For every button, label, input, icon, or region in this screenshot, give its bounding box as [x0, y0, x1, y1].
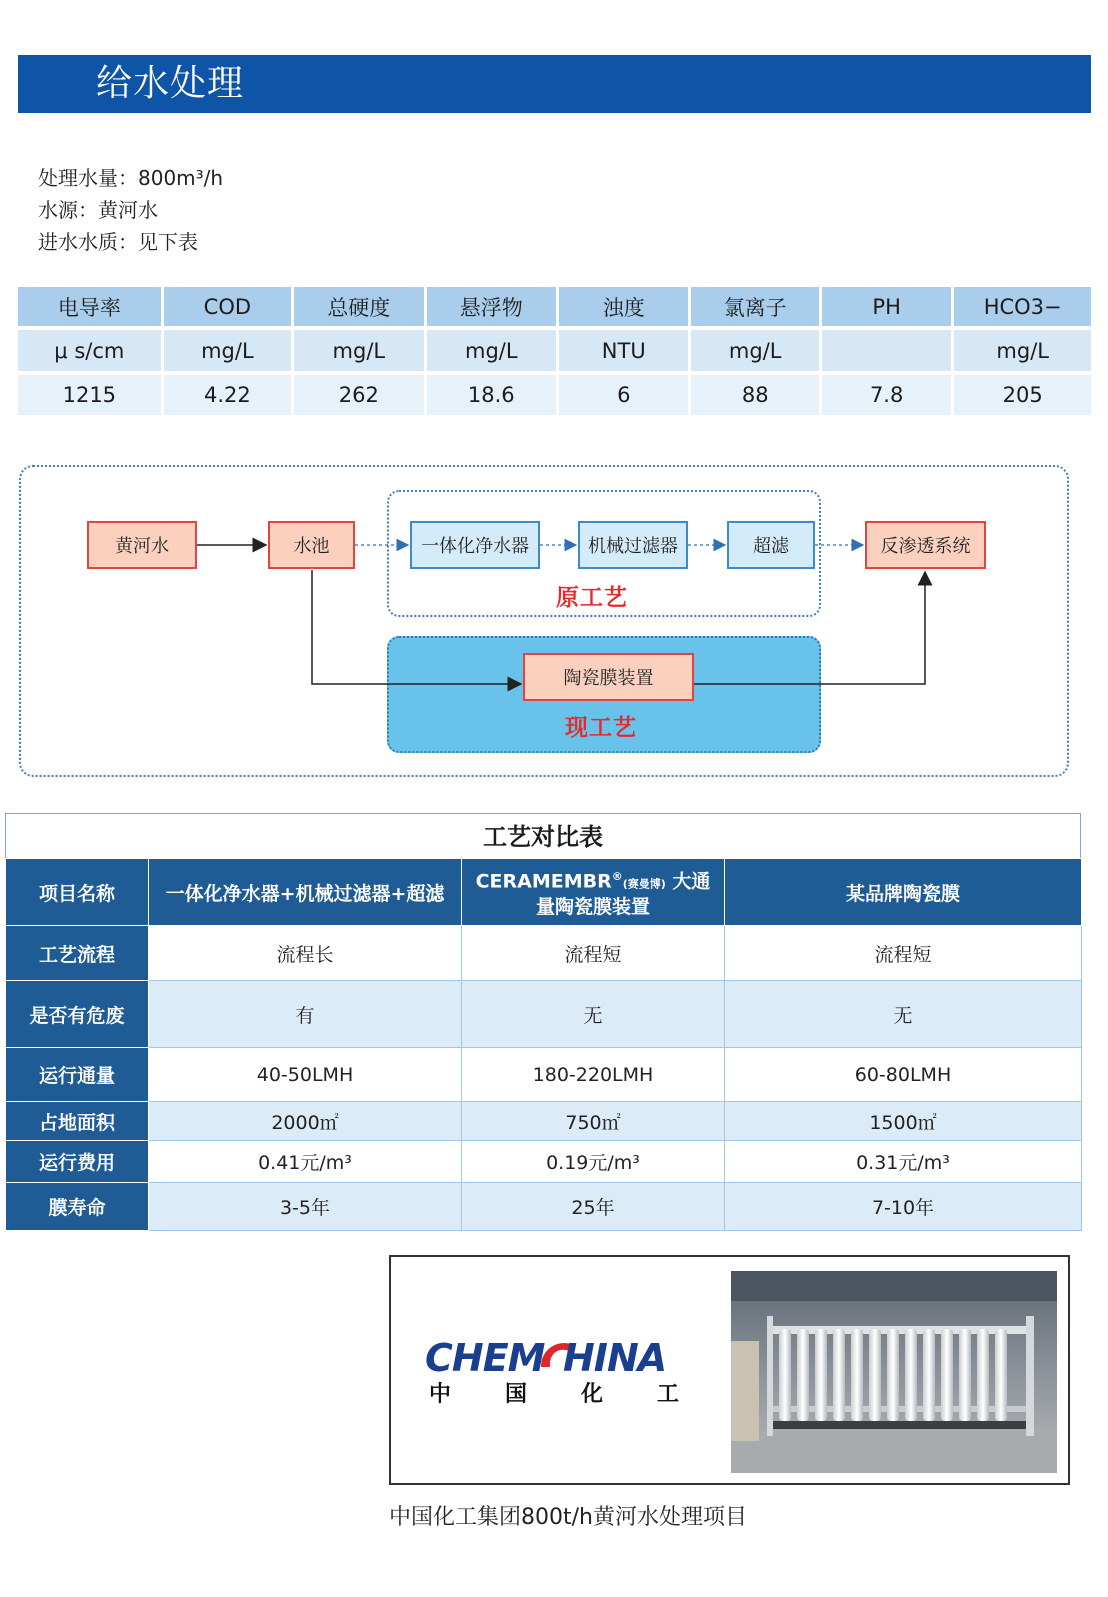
info-source: 水源：黄河水 — [38, 198, 158, 222]
cell: 25年 — [462, 1183, 725, 1231]
row-label: 工艺流程 — [6, 926, 149, 981]
wq-header: COD — [161, 287, 291, 330]
label-current-process: 现工艺 — [565, 715, 637, 741]
ceramembr-rest1: 大通 — [672, 870, 711, 893]
node-yellow-river: 黄河水 — [87, 521, 197, 569]
logo-char: 工 — [656, 1382, 679, 1407]
wq-value: 262 — [291, 375, 423, 415]
header-ceramembr — [462, 859, 725, 926]
info-quality: 进水水质：见下表 — [38, 230, 198, 254]
cell: 2000㎡ — [149, 1102, 462, 1141]
table-row — [6, 1102, 1082, 1141]
row-label: 是否有危废 — [6, 981, 149, 1048]
cell: 7-10年 — [725, 1183, 1082, 1231]
ceramembr-rest2: 量陶瓷膜装置 — [535, 895, 650, 918]
table-row — [6, 981, 1082, 1048]
wq-header: 电导率 — [18, 287, 161, 330]
info-flow: 处理水量：800m³/h — [38, 166, 224, 190]
ceramembr-cn-name: (赛曼博) — [622, 877, 666, 891]
comparison-title: 工艺对比表 — [5, 813, 1081, 858]
cell: 无 — [462, 981, 725, 1048]
cell: 0.19元/m³ — [462, 1141, 725, 1183]
label-original-process: 原工艺 — [556, 585, 628, 611]
node-mechanical-filter: 机械过滤器 — [578, 521, 688, 569]
cell: 3-5年 — [149, 1183, 462, 1231]
node-ultrafiltration: 超滤 — [727, 521, 815, 569]
wq-unit: mg/L — [291, 330, 423, 375]
cell: 0.41元/m³ — [149, 1141, 462, 1183]
comparison-header-row — [6, 859, 1082, 926]
ceramembr-brand: CERAMEMBR — [475, 870, 612, 893]
logo-chinese — [429, 1377, 679, 1408]
row-label: 运行费用 — [6, 1141, 149, 1183]
arrow-ceramic-to-ro — [694, 572, 925, 684]
wq-unit: mg/L — [688, 330, 818, 375]
row-label: 运行通量 — [6, 1048, 149, 1102]
cell: 有 — [149, 981, 462, 1048]
wq-unit: mg/L — [424, 330, 556, 375]
wq-header: 悬浮物 — [424, 287, 556, 330]
cell: 1500㎡ — [725, 1102, 1082, 1141]
svg-text:HINA: HINA — [563, 1336, 667, 1380]
logo-text-chemchina: CHEM — [425, 1336, 545, 1380]
wq-unit: mg/L — [161, 330, 291, 375]
wq-unit: NTU — [556, 330, 688, 375]
cell: 流程长 — [149, 926, 462, 981]
cell: 750㎡ — [462, 1102, 725, 1141]
logo-char: 化 — [580, 1382, 603, 1407]
logo-char: 中 — [429, 1382, 452, 1407]
wq-header: 浊度 — [556, 287, 688, 330]
table-row — [6, 926, 1082, 981]
project-caption: 中国化工集团800t/h黄河水处理项目 — [389, 1505, 747, 1530]
cell: 流程短 — [725, 926, 1082, 981]
arrow-pool-to-ceramic — [312, 570, 521, 684]
wq-unit: μ s/cm — [18, 330, 161, 375]
project-image-frame — [389, 1255, 1070, 1485]
equipment-photo — [731, 1271, 1057, 1473]
wq-header: 总硬度 — [291, 287, 423, 330]
wq-value: 205 — [951, 375, 1091, 415]
wq-value: 18.6 — [424, 375, 556, 415]
wq-header: 氯离子 — [688, 287, 818, 330]
header-other-brand: 某品牌陶瓷膜 — [725, 859, 1082, 926]
node-pool: 水池 — [268, 521, 355, 569]
wq-unit: mg/L — [951, 330, 1091, 375]
section-title: 给水处理 — [96, 63, 245, 104]
cell: 60-80LMH — [725, 1048, 1082, 1102]
ceramembr-registered: ® — [611, 870, 623, 884]
cell: 0.31元/m³ — [725, 1141, 1082, 1183]
node-integrated-purifier: 一体化净水器 — [410, 521, 540, 569]
wq-value: 1215 — [18, 375, 161, 415]
header-original-process: 一体化净水器+机械过滤器+超滤 — [149, 859, 462, 926]
wq-header: PH — [819, 287, 951, 330]
row-label: 占地面积 — [6, 1102, 149, 1141]
cell: 流程短 — [462, 926, 725, 981]
table-row — [6, 1048, 1082, 1102]
comparison-table — [5, 858, 1082, 1231]
wq-value: 88 — [688, 375, 818, 415]
wq-value: 6 — [556, 375, 688, 415]
wq-header: HCO3− — [951, 287, 1091, 330]
logo-char: 国 — [504, 1382, 527, 1407]
cell: 180-220LMH — [462, 1048, 725, 1102]
table-row — [6, 1141, 1082, 1183]
node-ro-system: 反渗透系统 — [865, 521, 986, 569]
cell: 无 — [725, 981, 1082, 1048]
table-row — [6, 1183, 1082, 1231]
header-item: 项目名称 — [6, 859, 149, 926]
row-label: 膜寿命 — [6, 1183, 149, 1231]
wq-value: 4.22 — [161, 375, 291, 415]
cell: 40-50LMH — [149, 1048, 462, 1102]
node-ceramic-device: 陶瓷膜装置 — [523, 653, 694, 701]
wq-value: 7.8 — [819, 375, 951, 415]
